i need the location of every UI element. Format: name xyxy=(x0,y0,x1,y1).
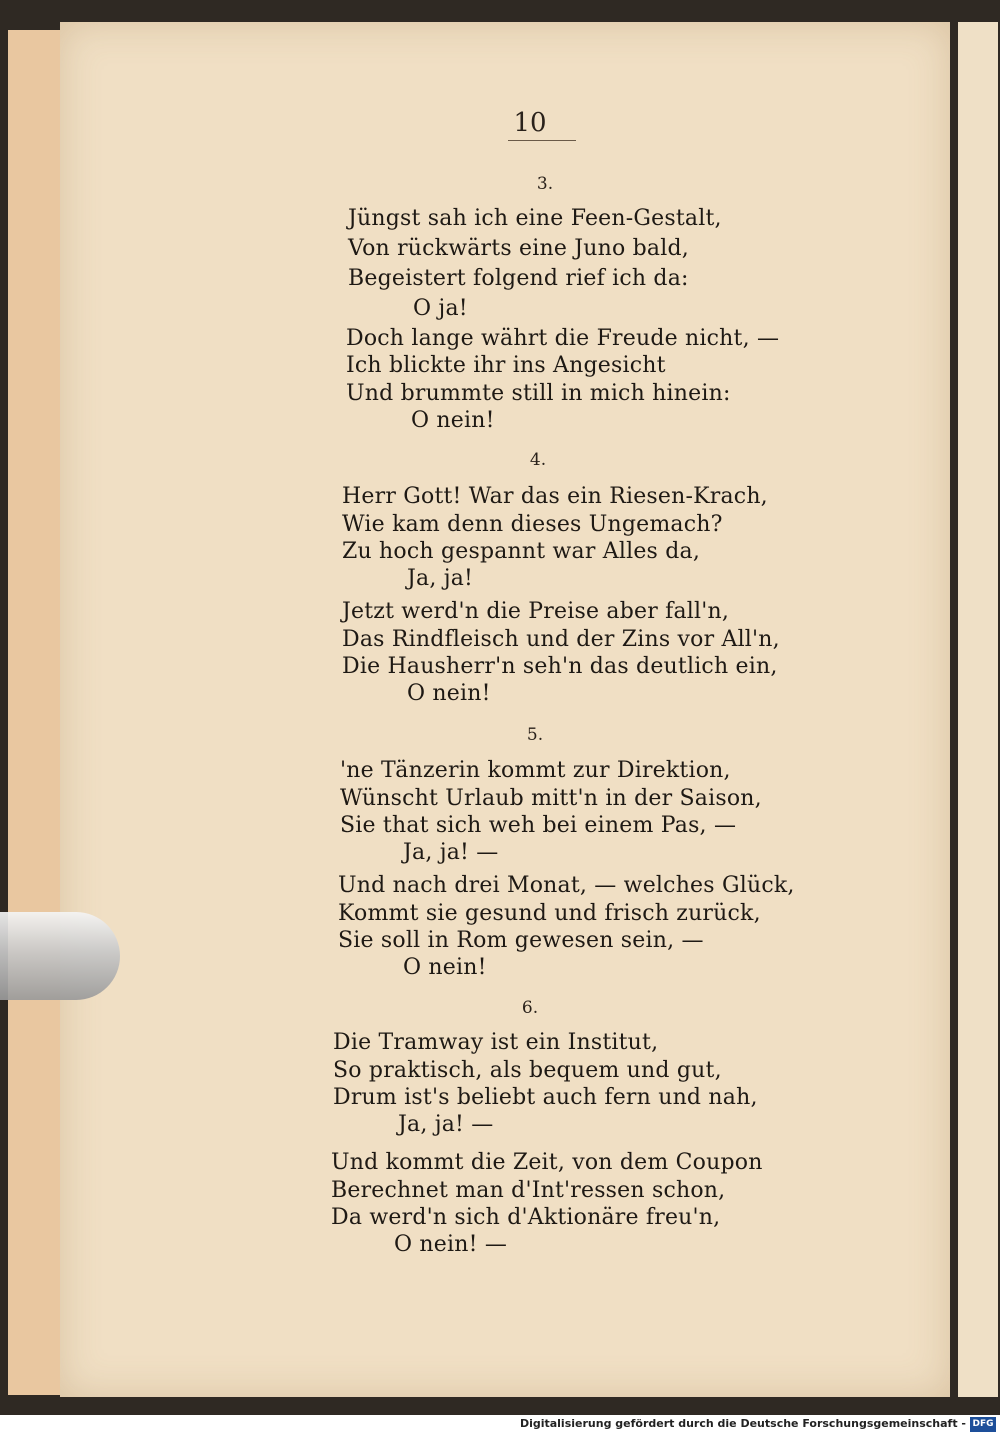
stanza-number: 4. xyxy=(529,450,547,470)
verse-line: Da werd'n sich d'Aktionäre freu'n, xyxy=(331,1205,721,1230)
facing-page-edge xyxy=(958,22,998,1397)
verse-refrain: O nein! xyxy=(411,408,495,433)
footer-bar xyxy=(0,1415,1000,1435)
verse-line: Und kommt die Zeit, von dem Coupon xyxy=(331,1150,763,1175)
verse-line: Kommt sie gesund und frisch zurück, xyxy=(338,901,761,926)
verse-line: Herr Gott! War das ein Riesen-Krach, xyxy=(342,484,768,509)
verse-line: Und nach drei Monat, — welches Glück, xyxy=(338,873,795,898)
page-clip xyxy=(0,912,120,1000)
verse-refrain: O ja! xyxy=(413,296,468,321)
verse-refrain: O nein! xyxy=(403,955,487,980)
verse-refrain: O nein! — xyxy=(394,1232,508,1257)
verse-line: Ich blickte ihr ins Angesicht xyxy=(346,353,666,378)
page-number-rule xyxy=(508,140,576,141)
funding-credit: Digitalisierung gefördert durch die Deutsche Forschungsgemeinschaft - xyxy=(519,1417,966,1430)
verse-line: Das Rindfleisch und der Zins vor All'n, xyxy=(342,627,780,652)
verse-refrain: O nein! xyxy=(407,681,491,706)
stanza-number: 6. xyxy=(521,998,539,1018)
verse-line: Und brummte still in mich hinein: xyxy=(346,381,731,406)
verse-line: 'ne Tänzerin kommt zur Direktion, xyxy=(340,758,731,783)
verse-line: Von rückwärts eine Juno bald, xyxy=(348,236,689,261)
stanza-number: 3. xyxy=(536,174,554,194)
verse-line: Begeistert folgend rief ich da: xyxy=(348,266,689,291)
verse-line: Jetzt werd'n die Preise aber fall'n, xyxy=(342,599,730,624)
verse-line: Jüngst sah ich eine Feen-Gestalt, xyxy=(348,206,722,231)
stanza-number: 5. xyxy=(526,725,544,745)
verse-line: Sie soll in Rom gewesen sein, — xyxy=(338,928,704,953)
verse-line: So praktisch, als bequem und gut, xyxy=(333,1058,722,1083)
verse-refrain: Ja, ja! — xyxy=(403,840,499,865)
verse-line: Doch lange währt die Freude nicht, — xyxy=(346,326,780,351)
verse-line: Drum ist's beliebt auch fern und nah, xyxy=(333,1085,758,1110)
verse-line: Wünscht Urlaub mitt'n in der Saison, xyxy=(340,786,762,811)
dfg-logo: DFG xyxy=(970,1417,996,1432)
verse-line: Zu hoch gespannt war Alles da, xyxy=(342,539,701,564)
page-number: 10 xyxy=(513,108,547,138)
verse-line: Die Hausherr'n seh'n das deutlich ein, xyxy=(342,654,778,679)
verse-refrain: Ja, ja! xyxy=(407,566,474,591)
verse-line: Sie that sich weh bei einem Pas, — xyxy=(340,813,737,838)
verse-line: Die Tramway ist ein Institut, xyxy=(333,1030,659,1055)
verse-line: Wie kam denn dieses Ungemach? xyxy=(342,512,723,537)
verse-refrain: Ja, ja! — xyxy=(398,1112,494,1137)
verse-line: Berechnet man d'Int'ressen schon, xyxy=(331,1178,726,1203)
